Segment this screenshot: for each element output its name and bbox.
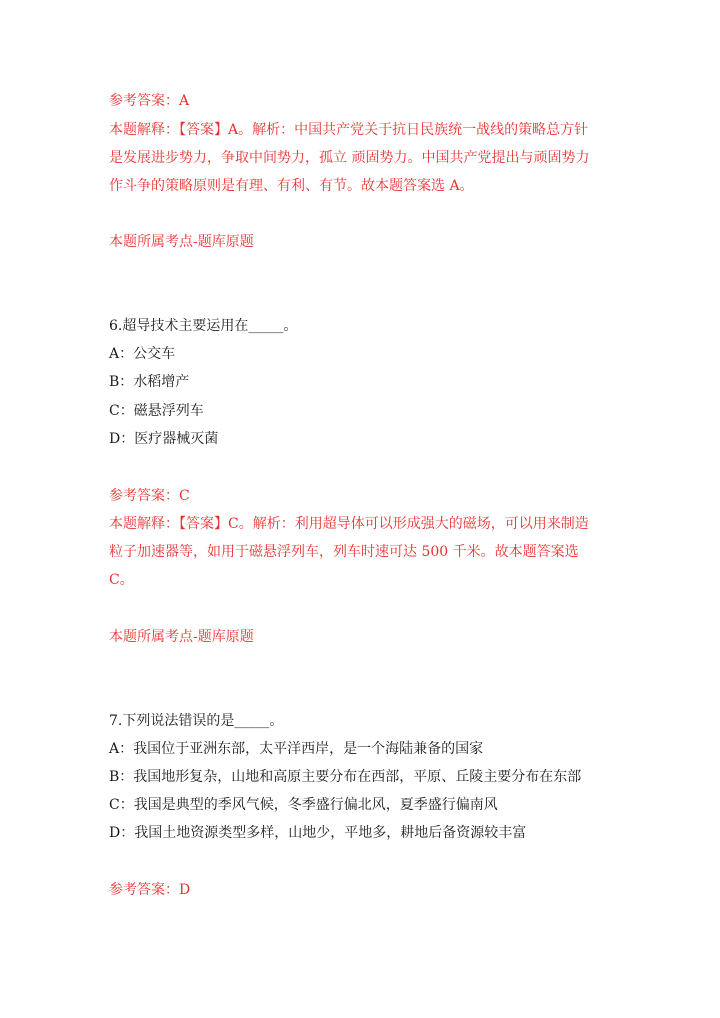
answer-q5: 参考答案：A [109,93,190,109]
question-7-option-c: C：我国是典型的季风气候，冬季盛行偏北风，夏季盛行偏南风 [109,797,498,813]
answer-q7: 参考答案：D [109,882,191,898]
explanation-q6-line-1: 本题解释：【答案】C。解析：利用超导体可以形成强大的磁场，可以用来制造 [109,516,589,532]
explanation-q6-line-3: C。 [109,572,134,588]
explanation-q6-line-2: 粒子加速器等，如用于磁悬浮列车，列车时速可达 500 千米。故本题答案选 [109,544,579,560]
question-7-option-a: A：我国位于亚洲东部，太平洋西岸，是一个海陆兼备的国家 [109,741,484,757]
question-6-option-c: C：磁悬浮列车 [109,403,204,419]
source-q6: 本题所属考点-题库原题 [109,629,254,645]
source-q5: 本题所属考点-题库原题 [109,234,254,250]
question-7-option-d: D：我国土地资源类型多样，山地少，平地多，耕地后备资源较丰富 [109,825,527,841]
answer-q6: 参考答案：C [109,488,190,504]
question-6-option-a: A：公交车 [109,346,176,362]
question-6-option-d: D：医疗器械灭菌 [109,431,219,447]
explanation-q5-line-2: 是发展进步势力，争取中间势力，孤立 顽固势力。中国共产党提出与顽固势力 [109,150,590,166]
question-7-stem: 7.下列说法错误的是_____。 [109,713,284,729]
explanation-q5-line-1: 本题解释：【答案】A。解析：中国共产党关于抗日民族统一战线的策略总方针 [109,122,589,138]
question-7-option-b: B：我国地形复杂，山地和高原主要分布在西部，平原、丘陵主要分布在东部 [109,769,582,785]
explanation-q5-line-3: 作斗争的策略原则是有理、有利、有节。故本题答案选 A。 [109,178,474,194]
question-6-stem: 6.超导技术主要运用在_____。 [109,318,298,334]
question-6-option-b: B：水稻增产 [109,374,190,390]
